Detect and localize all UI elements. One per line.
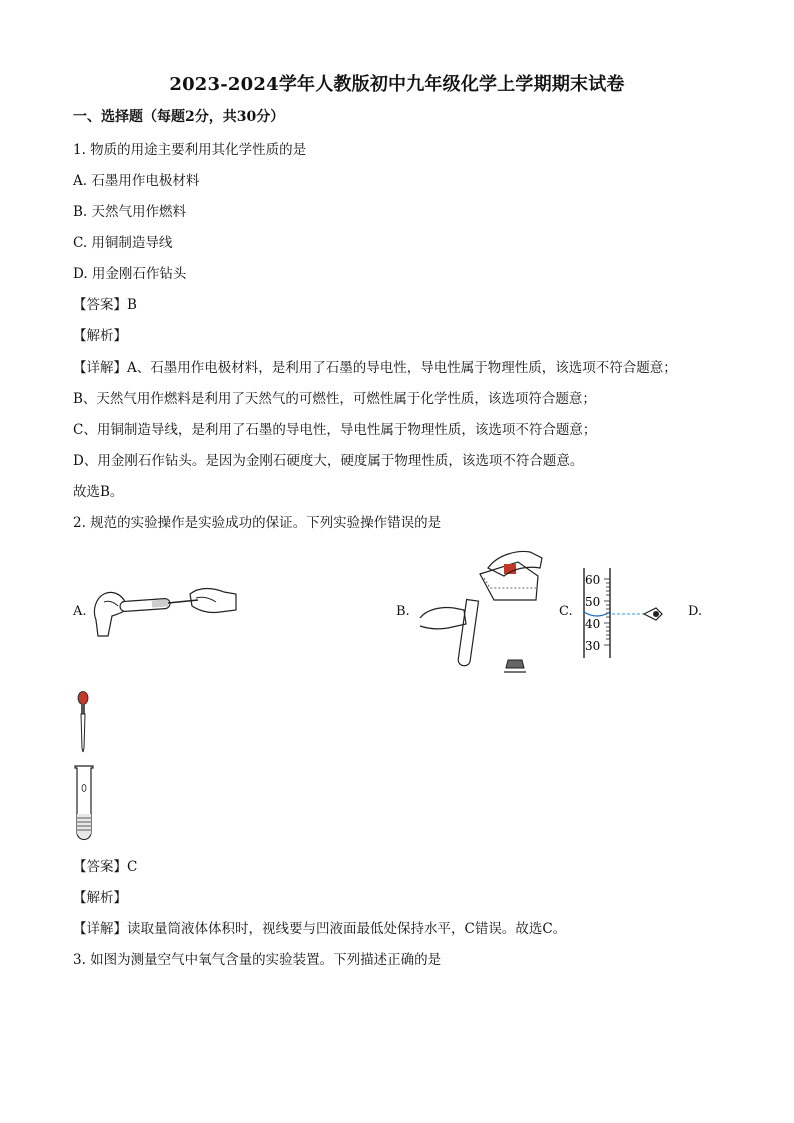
test-tube-holding-figure xyxy=(90,580,240,642)
q3-stem: 3. 如图为测量空气中氧气含量的实验装置。下列描述正确的是 xyxy=(73,952,442,968)
cylinder-tick-60: 60 xyxy=(585,573,601,587)
q1-conclusion: 故选B。 xyxy=(73,484,124,500)
q2-detail: 【详解】读取量筒液体体积时，视线要与凹液面最低处保持水平，C错误。故选C。 xyxy=(73,921,567,937)
q1-detail-a: 【详解】A、石墨用作电极材料，是利用了石墨的导电性，导电性属于物理性质，该选项不符合题意； xyxy=(73,360,677,376)
q1-analysis-label: 【解析】 xyxy=(73,328,127,344)
q1-option-c: C. 用铜制造导线 xyxy=(73,235,173,251)
cylinder-tick-30: 30 xyxy=(585,639,601,653)
pouring-liquid-figure xyxy=(418,548,548,676)
q1-detail-c: C、用铜制造导线，是利用了石墨的导电性，导电性属于物理性质，该选项不符合题意； xyxy=(73,422,597,438)
q2-stem: 2. 规范的实验操作是实验成功的保证。下列实验操作错误的是 xyxy=(73,515,442,531)
cylinder-tick-50: 50 xyxy=(585,595,601,609)
q2-option-d-label: D. xyxy=(688,604,703,619)
q2-analysis-label: 【解析】 xyxy=(73,890,127,906)
page-title: 2023-2024学年人教版初中九年级化学上学期期末试卷 xyxy=(169,74,625,95)
q2-option-a-label: A. xyxy=(73,604,87,619)
q1-answer: 【答案】B xyxy=(73,297,137,313)
q1-option-a: A. 石墨用作电极材料 xyxy=(73,173,200,189)
q2-option-b-label: B. xyxy=(396,604,410,619)
cylinder-tick-40: 40 xyxy=(585,617,601,631)
q1-detail-d: D、用金刚石作钻头。是因为金刚石硬度大，硬度属于物理性质，该选项不符合题意。 xyxy=(73,453,584,469)
q1-option-b: B. 天然气用作燃料 xyxy=(73,204,187,220)
q1-stem: 1. 物质的用途主要利用其化学性质的是 xyxy=(73,142,307,158)
measuring-cylinder-figure xyxy=(578,566,668,660)
q1-detail-b: B、天然气用作燃料是利用了天然气的可燃性，可燃性属于化学性质，该选项符合题意； xyxy=(73,391,596,407)
q1-option-d: D. 用金刚石作钻头 xyxy=(73,266,187,282)
dropper-figure xyxy=(76,690,90,754)
section-heading: 一、选择题（每题2分，共30分） xyxy=(73,109,285,125)
small-test-tube-figure xyxy=(73,764,95,844)
q2-answer: 【答案】C xyxy=(73,859,138,875)
q2-option-c-label: C. xyxy=(559,604,573,619)
